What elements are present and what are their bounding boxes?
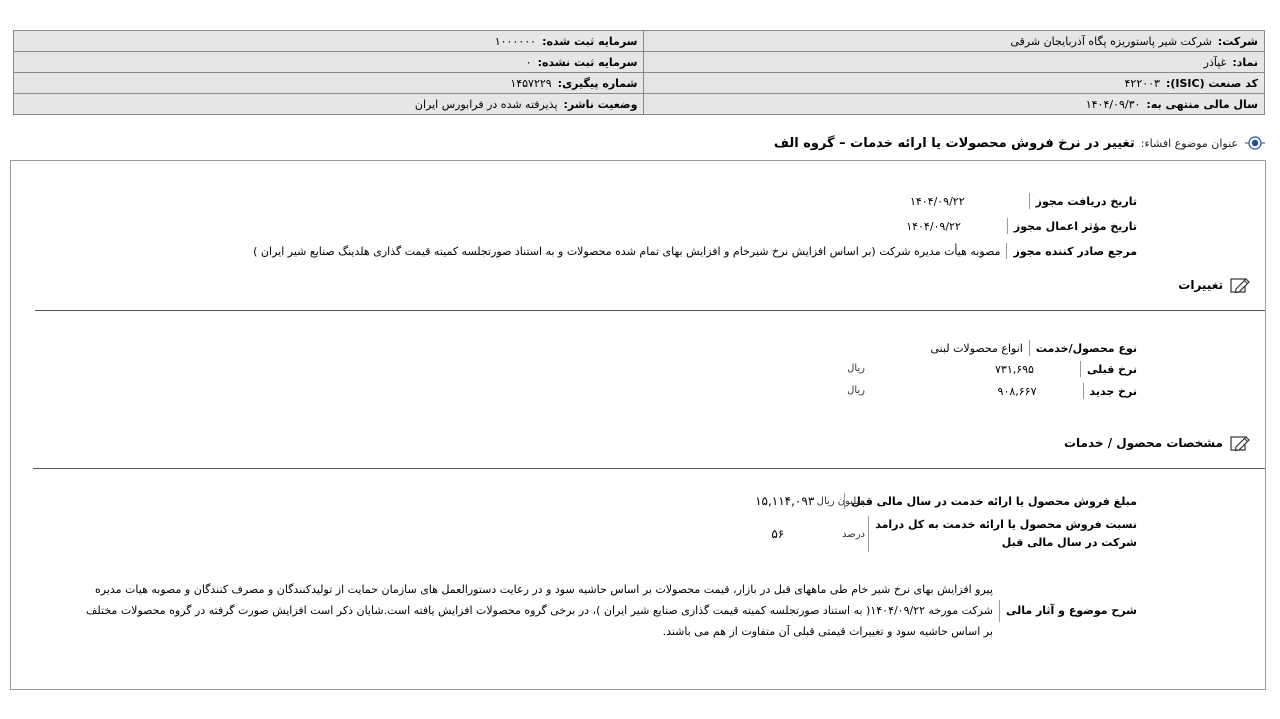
row-separator xyxy=(1029,193,1030,209)
info-row xyxy=(14,31,1265,52)
fiscal-year-value: ۱۴۰۴/۰۹/۳۰ xyxy=(1085,97,1141,111)
isic-value: ۴۲۲۰۰۳ xyxy=(1124,76,1160,90)
ratio-unit: درصد xyxy=(841,529,865,540)
tracking-cell xyxy=(14,73,644,94)
row-separator xyxy=(999,600,1000,622)
product-type-row xyxy=(930,338,1137,358)
company-cell xyxy=(644,31,1265,52)
description-row xyxy=(86,579,1137,642)
fiscal-year-label: سال مالی منتهی به: xyxy=(1146,97,1258,111)
publisher-status-value: پذیرفته شده در فرابورس ایران xyxy=(414,97,558,111)
company-label: شرکت: xyxy=(1217,34,1258,48)
publisher-status-label: وضعیت ناشر: xyxy=(563,97,638,111)
unregistered-capital-label: سرمایه ثبت نشده: xyxy=(537,55,638,69)
previous-rate-label: نرخ قبلی xyxy=(1086,362,1137,376)
symbol-cell xyxy=(644,52,1265,73)
receipt-date-row xyxy=(910,191,1137,211)
info-row xyxy=(14,73,1265,94)
changes-section-header xyxy=(1178,276,1251,294)
subject-label: عنوان موضوع افشاء: xyxy=(1140,136,1238,150)
previous-rate-value: ۷۳۱,۶۹۵ xyxy=(995,362,1034,376)
unregistered-capital-cell xyxy=(14,52,644,73)
tracking-value: ۱۴۵۷۲۲۹ xyxy=(510,76,552,90)
sales-amount-unit: میلیون ریال xyxy=(816,496,865,507)
changes-title: تغییرات xyxy=(1178,278,1223,292)
sales-amount-label: مبلغ فروش محصول یا ارائه خدمت در سال مالی قبل xyxy=(851,494,1137,508)
product-type-label: نوع محصول/خدمت xyxy=(1035,341,1137,355)
fiscal-year-cell xyxy=(644,94,1265,115)
tracking-label: شماره پیگیری: xyxy=(557,76,638,90)
description-line: شرکت مورخه ۱۴۰۴/۰۹/۲۲( به استناد صورتجلسه کمیته قیمت گذاری صنایع شیر ایران )، در برخی گروه محصولات افزایش یافته است.شایان ذکر است افزایش صورت گرفته در گروه محصولات مختلف xyxy=(85,604,993,617)
description-line: پیرو افزایش بهای نرخ شیر خام طی ماههای قبل در بازار، قیمت محصولات بر اساس حاشیه سود و در رعایت دستورالعمل های سازمان حمایت از تولیدکنندگان و مصرف کنندگان و مصوبه هیات مدیره xyxy=(94,583,993,596)
effective-date-label: تاریخ مؤثر اعمال مجوز xyxy=(1013,219,1137,233)
description-label: شرح موضوع و آثار مالی xyxy=(1005,604,1137,617)
registered-capital-value: ۱۰۰۰۰۰۰ xyxy=(494,34,537,48)
issuer-row xyxy=(253,241,1137,261)
ratio-label-line-1: نسبت فروش محصول یا ارائه خدمت به کل درامد xyxy=(875,518,1137,531)
description-line: بر اساس حاشیه سود و تغییرات قیمتی قبلی آن متفاوت از هم می باشند. xyxy=(662,625,993,638)
row-separator xyxy=(1083,383,1084,399)
description-text xyxy=(86,579,993,642)
isic-cell xyxy=(644,73,1265,94)
receipt-date-label: تاریخ دریافت مجوز xyxy=(1035,194,1137,208)
divider xyxy=(33,468,1265,469)
new-rate-unit: ریال xyxy=(847,385,865,396)
new-rate-value: ۹۰۸,۶۶۷ xyxy=(997,384,1037,398)
unregistered-capital-value: ۰ xyxy=(525,55,532,69)
sales-amount-value: ۱۵,۱۱۴,۰۹۳ xyxy=(755,494,815,508)
row-separator xyxy=(1080,361,1081,377)
subject-title: تغییر در نرخ فروش محصولات یا ارائه خدمات – گروه الف xyxy=(773,135,1135,151)
disclosure-subject xyxy=(774,133,1266,153)
publisher-status-cell xyxy=(14,94,644,115)
divider xyxy=(35,310,1265,311)
row-separator xyxy=(1029,340,1030,356)
product-type-value: انواع محصولات لبنی xyxy=(930,341,1023,355)
disclosure-content xyxy=(10,160,1266,690)
target-icon xyxy=(1244,134,1266,152)
new-rate-row xyxy=(998,381,1137,401)
specs-title: مشخصات محصول / خدمات xyxy=(1063,436,1223,450)
previous-rate-row xyxy=(995,359,1137,379)
registered-capital-label: سرمایه ثبت شده: xyxy=(542,34,638,48)
row-separator xyxy=(1006,243,1007,259)
info-row xyxy=(14,52,1265,73)
company-value: شرکت شیر پاستوریزه پگاه آذربایجان شرقی xyxy=(1010,34,1212,48)
issuer-label: مرجع صادر کننده مجوز xyxy=(1013,244,1137,258)
registered-capital-cell xyxy=(14,31,644,52)
ratio-label-line-2: شرکت در سال مالی قبل xyxy=(1001,536,1137,549)
previous-rate-unit: ریال xyxy=(847,363,865,374)
effective-date-row xyxy=(906,216,1137,236)
company-info-table xyxy=(13,30,1265,115)
ratio-row xyxy=(771,516,1137,552)
row-separator xyxy=(1007,218,1008,234)
sales-amount-row xyxy=(755,491,1137,511)
receipt-date-value: ۱۴۰۴/۰۹/۲۲ xyxy=(909,194,965,208)
new-rate-label: نرخ جدید xyxy=(1089,384,1137,398)
issuer-value: مصوبه هیأت مدیره شرکت (بر اساس افزایش نرخ شیرخام و افزایش بهای تمام شده محصولات و به استناد صورتجلسه کمیته قیمت گذاری هلدینگ صنایع شیر ایران ) xyxy=(253,244,1001,258)
symbol-value: غپآذر xyxy=(1203,55,1227,69)
effective-date-value: ۱۴۰۴/۰۹/۲۲ xyxy=(906,219,961,233)
specs-section-header xyxy=(1064,434,1251,452)
row-separator xyxy=(868,516,869,552)
ratio-label xyxy=(875,516,1137,552)
ratio-value: ۵۶ xyxy=(771,527,785,541)
info-row xyxy=(14,94,1265,115)
isic-label: کد صنعت (ISIC): xyxy=(1165,76,1258,90)
edit-icon xyxy=(1229,434,1251,452)
edit-icon xyxy=(1229,276,1251,294)
symbol-label: نماد: xyxy=(1232,55,1258,69)
